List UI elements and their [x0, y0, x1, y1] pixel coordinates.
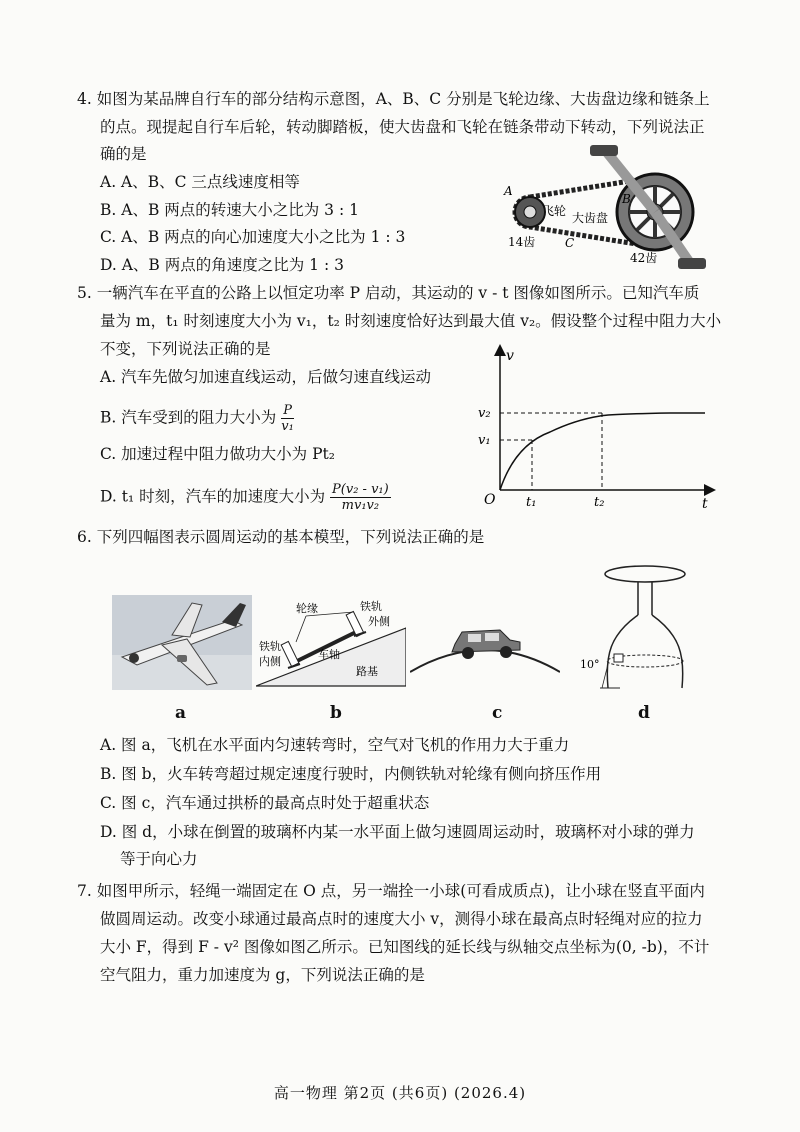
q4-option-d: D. A、B 两点的角速度之比为 1 : 3 [100, 256, 344, 274]
q5-option-b-numerator: P [283, 403, 292, 418]
q4-stem-line-2: 的点。现提起自行车后轮，转动脚踏板，使大齿盘和飞轮在链条带动下转动，下列说法正 [100, 118, 705, 136]
label-42-teeth: 42齿 [630, 251, 658, 265]
q6-option-b: B. 图 b，火车转弯超过规定速度行驶时，内侧铁轨对轮缘有侧向挤压作用 [100, 765, 602, 783]
v-t-curve-flat [600, 413, 705, 416]
q5-stem-line-3: 不变，下列说法正确的是 [100, 340, 271, 358]
label-rail: 铁轨 [360, 600, 382, 613]
label-a: A [504, 184, 513, 198]
origin-label: O [484, 492, 496, 508]
label-wheel-rim: 轮缘 [296, 602, 318, 615]
q7-stem-line-2: 做圆周运动。改变小球通过最高点时的速度大小 v，测得小球在最高点时轻绳对应的拉力 [100, 910, 703, 928]
label-14-teeth: 14齿 [508, 235, 536, 249]
label-rail-inner-1: 铁轨 [259, 640, 281, 653]
q6-stem: 6. 下列四幅图表示圆周运动的基本模型，下列说法正确的是 [77, 528, 485, 546]
q7-stem-line-3: 大小 F，得到 F - v² 图像如图乙所示。已知图线的延长线与纵轴交点坐标为(0, -b)，不计 [100, 938, 710, 956]
label-roadbed: 路基 [356, 665, 378, 678]
q5-option-b-text: B. 汽车受到的阻力大小为 [100, 408, 277, 427]
caption-a: a [175, 703, 187, 723]
q4-stem-line-3: 确的是 [100, 145, 147, 163]
q6-option-d-cont: 等于向心力 [120, 850, 198, 868]
q4-option-a: A. A、B、C 三点线速度相等 [100, 173, 300, 191]
q5-option-b-denominator: v₁ [281, 419, 294, 434]
v-axis-label: v [506, 348, 514, 364]
t1-label: t₁ [526, 495, 537, 510]
q5-option-d-text: D. t₁ 时刻，汽车的加速度大小为 [100, 487, 326, 506]
bicycle-gear-figure [490, 145, 730, 270]
q4-option-c: C. A、B 两点的向心加速度大小之比为 1 : 3 [100, 228, 406, 246]
q6-option-c: C. 图 c，汽车通过拱桥的最高点时处于超重状态 [100, 794, 430, 812]
label-rail-outer: 外侧 [368, 615, 390, 628]
label-flywheel: 飞轮 [542, 204, 567, 218]
caption-d: d [638, 703, 650, 723]
rail-curve-diagram [256, 598, 406, 688]
airplane-image [112, 595, 252, 690]
inverted-glass-diagram [580, 560, 710, 690]
label-big-gear: 大齿盘 [572, 211, 609, 225]
v-t-curve-rising [500, 416, 600, 490]
q7-stem-line-1: 7. 如图甲所示，轻绳一端固定在 O 点，另一端拴一小球(可看成质点)，让小球在竖直平面内 [77, 882, 705, 900]
label-axle: 车轴 [318, 648, 340, 661]
q5-option-c: C. 加速过程中阻力做功大小为 Pt₂ [100, 445, 335, 463]
page-footer: 高一物理 第2页 (共6页) (2026.4) [273, 1084, 527, 1102]
q5-option-b [100, 403, 294, 434]
q5-option-a: A. 汽车先做匀加速直线运动，后做匀速直线运动 [100, 368, 432, 386]
t-axis-label: t [702, 496, 708, 510]
label-c: C [565, 236, 575, 250]
car-on-bridge-diagram [410, 610, 560, 675]
label-rail-inner-2: 内侧 [259, 655, 281, 668]
angle-label: 10° [580, 658, 600, 671]
q5-option-d-denominator: mv₁v₂ [341, 498, 380, 513]
v2-label: v₂ [478, 406, 491, 421]
q5-option-d-numerator: P(v₂ - v₁) [332, 482, 389, 497]
t2-label: t₂ [594, 495, 605, 510]
q7-stem-line-4: 空气阻力，重力加速度为 g，下列说法正确的是 [100, 966, 425, 984]
q5-stem-line-2: 量为 m，t₁ 时刻速度大小为 v₁，t₂ 时刻速度恰好达到最大值 v₂。假设整个过程中阻力大小 [100, 312, 722, 330]
q5-stem-line-1: 5. 一辆汽车在平直的公路上以恒定功率 P 启动，其运动的 v - t 图像如图所示。已知汽车质 [77, 284, 700, 302]
caption-b: b [330, 703, 342, 723]
v-t-graph [470, 340, 720, 510]
q4-option-b: B. A、B 两点的转速大小之比为 3 : 1 [100, 201, 359, 219]
q6-option-a: A. 图 a，飞机在水平面内匀速转弯时，空气对飞机的作用力大于重力 [100, 736, 570, 754]
q5-option-d [100, 482, 391, 513]
q4-stem-line-1: 4. 如图为某品牌自行车的部分结构示意图，A、B、C 分别是飞轮边缘、大齿盘边缘和链条上 [77, 90, 710, 108]
caption-c: c [492, 703, 503, 723]
v1-label: v₁ [478, 433, 491, 448]
label-b: B [622, 192, 631, 206]
q6-option-d: D. 图 d，小球在倒置的玻璃杯内某一水平面上做匀速圆周运动时，玻璃杯对小球的弹力 [100, 823, 695, 841]
